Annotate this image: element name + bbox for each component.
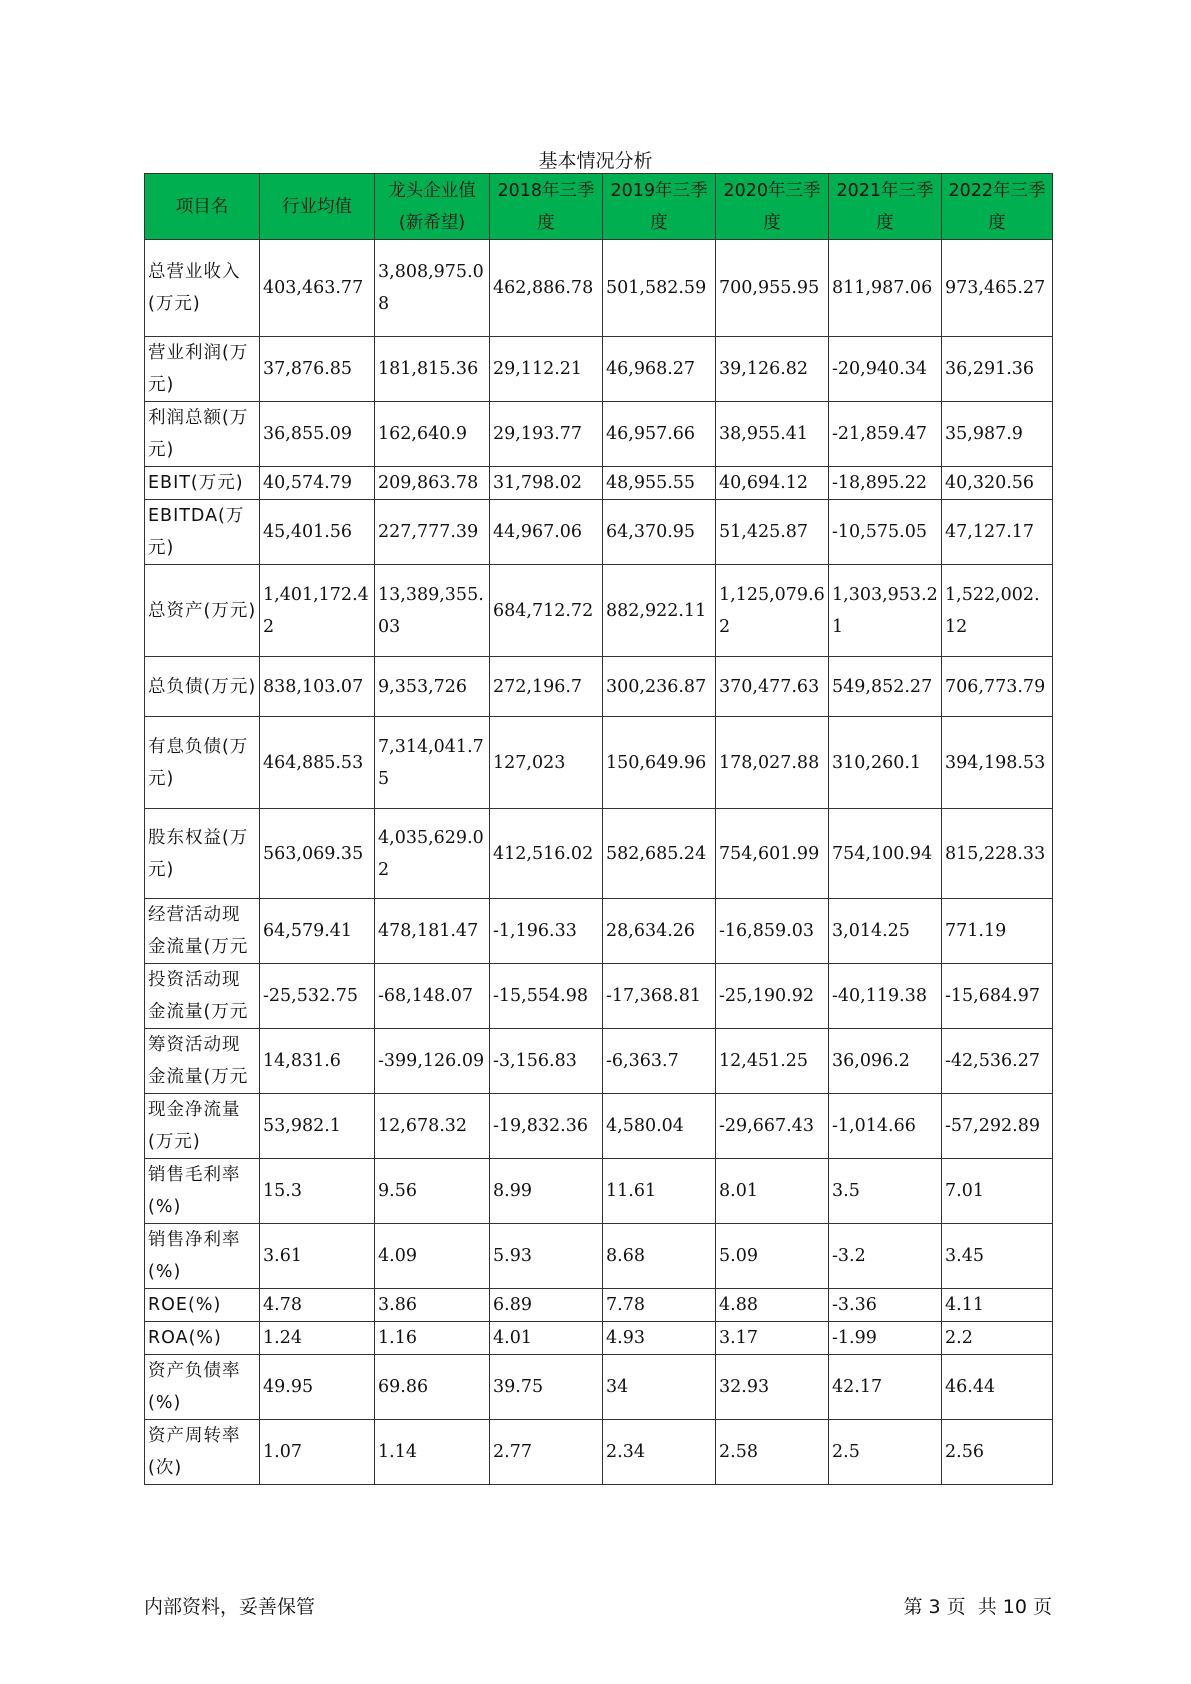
table-row <box>145 500 1053 565</box>
table-cell: 178,027.88 <box>716 717 829 809</box>
header-leading-company: 龙头企业值(新希望) <box>375 174 490 240</box>
table-row <box>145 1094 1053 1159</box>
header-item-name: 项目名 <box>145 174 260 240</box>
table-row <box>145 337 1053 402</box>
table-cell: 310,260.1 <box>829 717 942 809</box>
table-cell: 29,112.21 <box>490 337 603 402</box>
table-cell: 48,955.55 <box>603 467 716 500</box>
table-cell: -3.2 <box>829 1224 942 1289</box>
table-cell: 700,955.95 <box>716 240 829 337</box>
table-cell: 4.09 <box>375 1224 490 1289</box>
row-label: 利润总额(万元) <box>145 402 260 467</box>
table-cell: -57,292.89 <box>942 1094 1053 1159</box>
table-cell: -15,554.98 <box>490 964 603 1029</box>
footer-confidential-note: 内部资料，妥善保管 <box>144 1596 316 1618</box>
header-2020-q3: 2020年三季度 <box>716 174 829 240</box>
table-cell: 2.77 <box>490 1420 603 1485</box>
table-cell: 1,303,953.21 <box>829 565 942 657</box>
table-cell: 39,126.82 <box>716 337 829 402</box>
row-label: 资产周转率(次) <box>145 1420 260 1485</box>
table-cell: 37,876.85 <box>260 337 375 402</box>
table-cell: 39.75 <box>490 1355 603 1420</box>
table-cell: 8.68 <box>603 1224 716 1289</box>
header-2022-q3: 2022年三季度 <box>942 174 1053 240</box>
table-cell: 1.16 <box>375 1322 490 1355</box>
table-cell: 8.99 <box>490 1159 603 1224</box>
table-cell: -68,148.07 <box>375 964 490 1029</box>
table-cell: -17,368.81 <box>603 964 716 1029</box>
table-cell: 462,886.78 <box>490 240 603 337</box>
table-cell: 162,640.9 <box>375 402 490 467</box>
table-cell: 478,181.47 <box>375 899 490 964</box>
table-cell: -3.36 <box>829 1289 942 1322</box>
table-cell: 40,694.12 <box>716 467 829 500</box>
table-cell: 31,798.02 <box>490 467 603 500</box>
table-cell: 32.93 <box>716 1355 829 1420</box>
table-cell: 51,425.87 <box>716 500 829 565</box>
table-row <box>145 809 1053 899</box>
table-cell: 811,987.06 <box>829 240 942 337</box>
table-cell: 150,649.96 <box>603 717 716 809</box>
table-cell: 3,808,975.08 <box>375 240 490 337</box>
table-cell: 706,773.79 <box>942 657 1053 717</box>
table-cell: 1,125,079.62 <box>716 565 829 657</box>
table-cell: 815,228.33 <box>942 809 1053 899</box>
table-cell: 1.07 <box>260 1420 375 1485</box>
table-row <box>145 717 1053 809</box>
table-cell: 44,967.06 <box>490 500 603 565</box>
table-cell: 370,477.63 <box>716 657 829 717</box>
table-cell: 464,885.53 <box>260 717 375 809</box>
table-cell: 582,685.24 <box>603 809 716 899</box>
table-cell: 563,069.35 <box>260 809 375 899</box>
table-cell: 3,014.25 <box>829 899 942 964</box>
header-2021-q3: 2021年三季度 <box>829 174 942 240</box>
table-cell: 754,601.99 <box>716 809 829 899</box>
table-row <box>145 1322 1053 1355</box>
table-cell: 64,370.95 <box>603 500 716 565</box>
table-cell: 4.78 <box>260 1289 375 1322</box>
table-cell: -15,684.97 <box>942 964 1053 1029</box>
row-label: 筹资活动现金流量(万元 <box>145 1029 260 1094</box>
table-cell: 3.5 <box>829 1159 942 1224</box>
table-cell: 9.56 <box>375 1159 490 1224</box>
table-row <box>145 657 1053 717</box>
table-cell: 36,855.09 <box>260 402 375 467</box>
table-cell: 46,957.66 <box>603 402 716 467</box>
table-cell: 40,574.79 <box>260 467 375 500</box>
table-cell: 2.2 <box>942 1322 1053 1355</box>
footer-page-number: 第 3 页 共 10 页 <box>903 1596 1052 1618</box>
table-cell: 771.19 <box>942 899 1053 964</box>
table-cell: 47,127.17 <box>942 500 1053 565</box>
table-cell: 53,982.1 <box>260 1094 375 1159</box>
table-cell: 300,236.87 <box>603 657 716 717</box>
table-cell: 684,712.72 <box>490 565 603 657</box>
table-cell: -399,126.09 <box>375 1029 490 1094</box>
table-cell: 2.58 <box>716 1420 829 1485</box>
table-cell: 1,522,002.12 <box>942 565 1053 657</box>
table-cell: 40,320.56 <box>942 467 1053 500</box>
table-cell: -1.99 <box>829 1322 942 1355</box>
table-header-row <box>145 174 1053 240</box>
header-2018-q3: 2018年三季度 <box>490 174 603 240</box>
table-cell: 28,634.26 <box>603 899 716 964</box>
table-cell: 412,516.02 <box>490 809 603 899</box>
table-cell: -40,119.38 <box>829 964 942 1029</box>
row-label: 总负债(万元) <box>145 657 260 717</box>
row-label: 营业利润(万元) <box>145 337 260 402</box>
table-cell: 11.61 <box>603 1159 716 1224</box>
table-cell: -1,014.66 <box>829 1094 942 1159</box>
table-cell: -42,536.27 <box>942 1029 1053 1094</box>
table-cell: 394,198.53 <box>942 717 1053 809</box>
row-label: 销售净利率(%) <box>145 1224 260 1289</box>
table-cell: -10,575.05 <box>829 500 942 565</box>
table-cell: -25,532.75 <box>260 964 375 1029</box>
table-row <box>145 1029 1053 1094</box>
table-cell: -1,196.33 <box>490 899 603 964</box>
table-cell: 181,815.36 <box>375 337 490 402</box>
table-cell: 45,401.56 <box>260 500 375 565</box>
header-industry-average: 行业均值 <box>260 174 375 240</box>
row-label: EBITDA(万元) <box>145 500 260 565</box>
row-label: 经营活动现金流量(万元 <box>145 899 260 964</box>
row-label: 投资活动现金流量(万元 <box>145 964 260 1029</box>
financial-analysis-table <box>144 173 1053 1485</box>
row-label: 销售毛利率(%) <box>145 1159 260 1224</box>
table-cell: 4,035,629.02 <box>375 809 490 899</box>
table-cell: 4.88 <box>716 1289 829 1322</box>
table-row <box>145 467 1053 500</box>
table-cell: 29,193.77 <box>490 402 603 467</box>
table-cell: 4.01 <box>490 1322 603 1355</box>
table-cell: -19,832.36 <box>490 1094 603 1159</box>
table-cell: 754,100.94 <box>829 809 942 899</box>
table-row <box>145 1159 1053 1224</box>
table-cell: 1.14 <box>375 1420 490 1485</box>
row-label: ROA(%) <box>145 1322 260 1355</box>
table-row <box>145 964 1053 1029</box>
row-label: 股东权益(万元) <box>145 809 260 899</box>
row-label: ROE(%) <box>145 1289 260 1322</box>
table-cell: 36,291.36 <box>942 337 1053 402</box>
table-row <box>145 1420 1053 1485</box>
table-cell: -25,190.92 <box>716 964 829 1029</box>
table-cell: 272,196.7 <box>490 657 603 717</box>
table-row <box>145 1289 1053 1322</box>
table-cell: 3.61 <box>260 1224 375 1289</box>
table-cell: -18,895.22 <box>829 467 942 500</box>
row-label: 总资产(万元) <box>145 565 260 657</box>
table-cell: 69.86 <box>375 1355 490 1420</box>
table-cell: -21,859.47 <box>829 402 942 467</box>
table-cell: -20,940.34 <box>829 337 942 402</box>
table-cell: 3.86 <box>375 1289 490 1322</box>
table-cell: 6.89 <box>490 1289 603 1322</box>
table-row <box>145 1224 1053 1289</box>
table-cell: 4.11 <box>942 1289 1053 1322</box>
table-cell: 42.17 <box>829 1355 942 1420</box>
table-cell: 2.34 <box>603 1420 716 1485</box>
table-cell: 3.17 <box>716 1322 829 1355</box>
table-row <box>145 402 1053 467</box>
table-cell: 501,582.59 <box>603 240 716 337</box>
table-cell: 7,314,041.75 <box>375 717 490 809</box>
table-row <box>145 1355 1053 1420</box>
table-cell: 14,831.6 <box>260 1029 375 1094</box>
table-row <box>145 240 1053 337</box>
table-cell: 549,852.27 <box>829 657 942 717</box>
table-title: 基本情况分析 <box>538 150 653 172</box>
table-cell: 38,955.41 <box>716 402 829 467</box>
table-cell: 5.09 <box>716 1224 829 1289</box>
table-cell: 5.93 <box>490 1224 603 1289</box>
table-cell: -6,363.7 <box>603 1029 716 1094</box>
row-label: 资产负债率(%) <box>145 1355 260 1420</box>
table-cell: 13,389,355.03 <box>375 565 490 657</box>
table-cell: 209,863.78 <box>375 467 490 500</box>
header-2019-q3: 2019年三季度 <box>603 174 716 240</box>
table-cell: 838,103.07 <box>260 657 375 717</box>
table-body <box>145 240 1053 1485</box>
table-cell: 227,777.39 <box>375 500 490 565</box>
table-cell: 12,451.25 <box>716 1029 829 1094</box>
table-cell: 4,580.04 <box>603 1094 716 1159</box>
table-cell: 127,023 <box>490 717 603 809</box>
table-cell: 1,401,172.42 <box>260 565 375 657</box>
table-cell: 12,678.32 <box>375 1094 490 1159</box>
table-row <box>145 899 1053 964</box>
table-cell: 7.01 <box>942 1159 1053 1224</box>
table-cell: 8.01 <box>716 1159 829 1224</box>
table-cell: 15.3 <box>260 1159 375 1224</box>
table-cell: 403,463.77 <box>260 240 375 337</box>
table-cell: 2.5 <box>829 1420 942 1485</box>
table-cell: 973,465.27 <box>942 240 1053 337</box>
table-cell: 1.24 <box>260 1322 375 1355</box>
row-label: 现金净流量(万元) <box>145 1094 260 1159</box>
table-cell: 2.56 <box>942 1420 1053 1485</box>
table-row <box>145 565 1053 657</box>
table-cell: -29,667.43 <box>716 1094 829 1159</box>
table-cell: 49.95 <box>260 1355 375 1420</box>
table-cell: 7.78 <box>603 1289 716 1322</box>
table-cell: 34 <box>603 1355 716 1420</box>
table-cell: 36,096.2 <box>829 1029 942 1094</box>
row-label: 有息负债(万元) <box>145 717 260 809</box>
row-label: EBIT(万元) <box>145 467 260 500</box>
table-cell: 35,987.9 <box>942 402 1053 467</box>
table-cell: 3.45 <box>942 1224 1053 1289</box>
table-cell: 9,353,726 <box>375 657 490 717</box>
table-cell: -16,859.03 <box>716 899 829 964</box>
table-cell: 46.44 <box>942 1355 1053 1420</box>
table-cell: 882,922.11 <box>603 565 716 657</box>
table-cell: 4.93 <box>603 1322 716 1355</box>
table-cell: 46,968.27 <box>603 337 716 402</box>
table-cell: 64,579.41 <box>260 899 375 964</box>
row-label: 总营业收入(万元) <box>145 240 260 337</box>
table-cell: -3,156.83 <box>490 1029 603 1094</box>
